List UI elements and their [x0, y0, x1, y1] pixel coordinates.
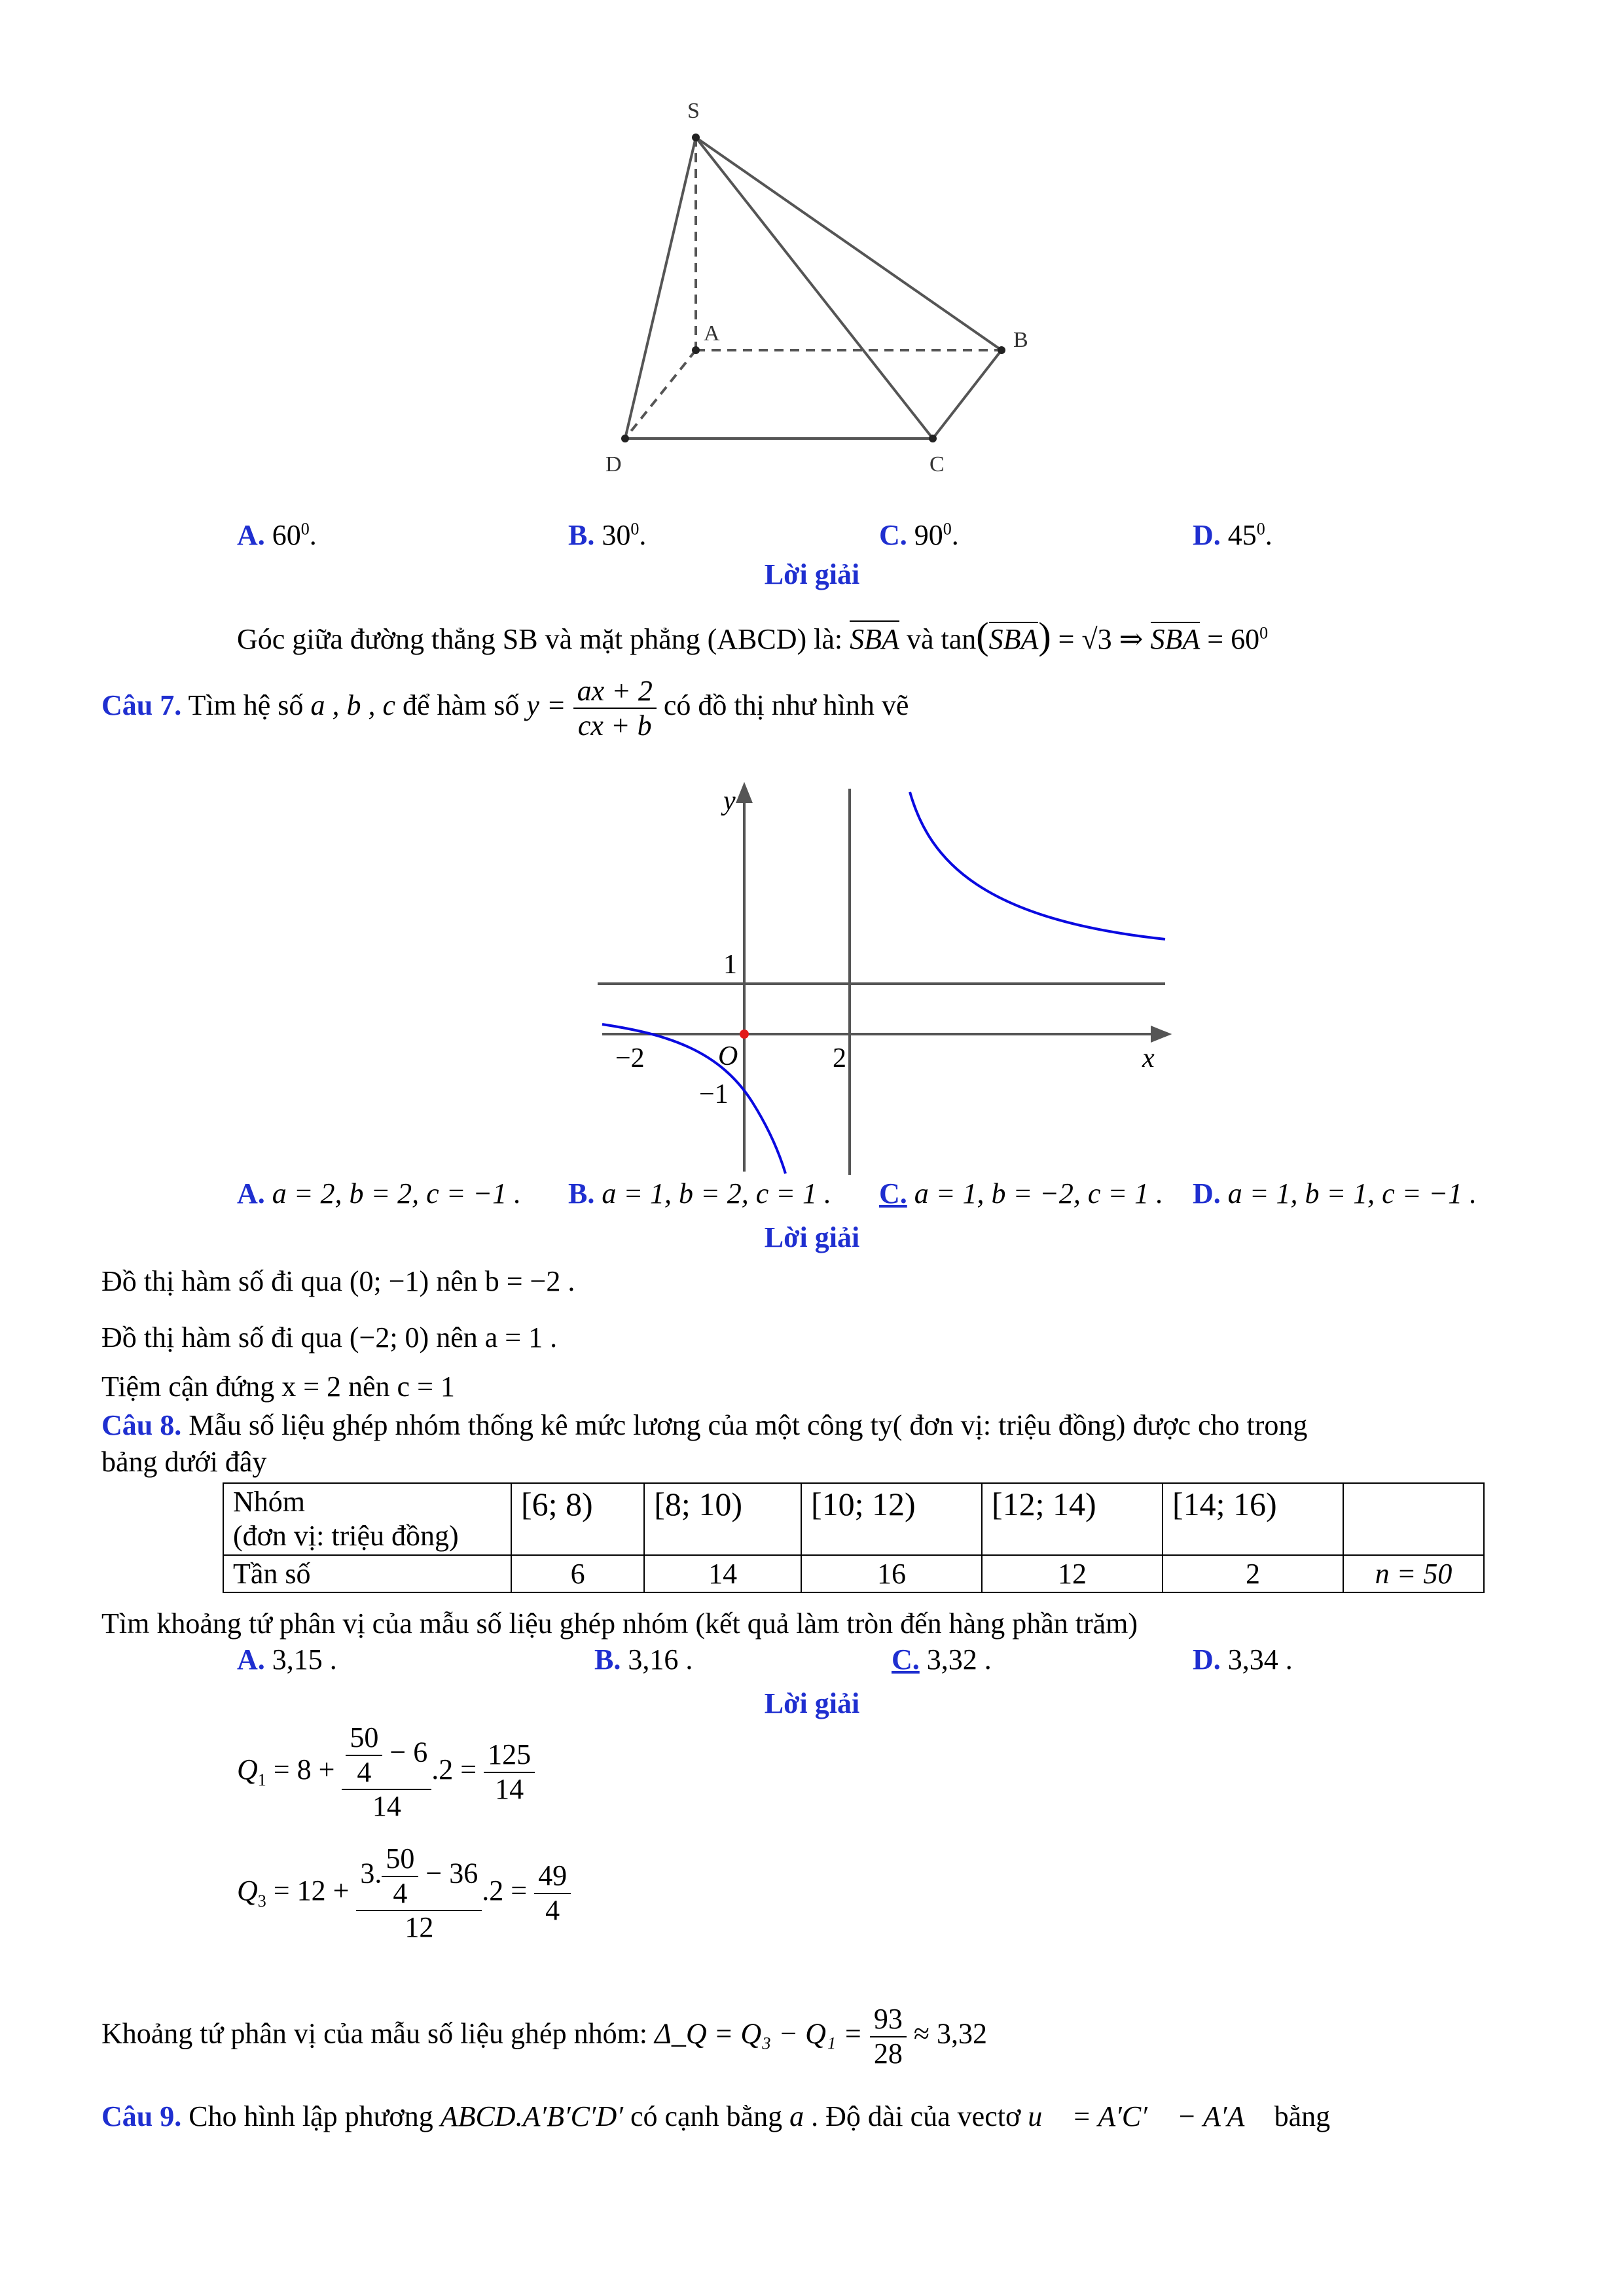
q8-prompt: Tìm khoảng tứ phân vị của mẫu số liệu ghép nhóm (kết quả làm tròn đến hàng phần trăm): [101, 1607, 1138, 1640]
label-c: C: [929, 452, 945, 476]
graph-y-label: y: [723, 786, 736, 816]
q8-option-c[interactable]: C. 3,32 .: [892, 1643, 992, 1676]
table-header-cell: [6; 8): [511, 1483, 644, 1555]
table-cell: 6: [511, 1555, 644, 1592]
q7-sol-line-2: Đồ thị hàm số đi qua (−2; 0) nên a = 1 .: [101, 1321, 558, 1354]
iqr-line: Khoảng tứ phân vị của mẫu số liệu ghép nhóm: Δ_Q = Q₃ − Q₁ = $\frac{93}{28}$ ≈ 3,32: [101, 2003, 988, 2070]
q6-solution: Góc giữa đường thẳng SB và mặt phẳng (ABCD) là: SBA và tan(SBA) = √3 ⇒ SBA = $60^0$: [237, 615, 1269, 657]
label-b: B: [1013, 328, 1028, 352]
table-cell: 16: [801, 1555, 982, 1592]
label-s: S: [687, 99, 700, 123]
q8-solution-title: Lời giải: [764, 1687, 860, 1719]
q7-solution-title: Lời giải: [764, 1221, 860, 1253]
q8-option-a[interactable]: A. 3,15 .: [237, 1643, 337, 1676]
graph-tick-m1: −1: [699, 1079, 729, 1109]
label-d: D: [605, 452, 622, 476]
q6-option-b[interactable]: B. $30^0$.: [568, 519, 647, 551]
q7-option-a[interactable]: A. a = 2, b = 2, c = −1 .: [237, 1177, 522, 1210]
table-header-group: Nhóm: [233, 1486, 305, 1518]
q7-sol-line-3: Tiệm cận đứng x = 2 nên c = 1: [101, 1371, 455, 1403]
q6-option-d[interactable]: D. $45^0$.: [1193, 519, 1272, 551]
graph-x-label: x: [1142, 1043, 1155, 1073]
table-cell: 2: [1163, 1555, 1343, 1592]
q8-question-line2: bảng dưới đây: [101, 1446, 267, 1478]
q3-formula: $Q_3 = 12$ + 3. $\frac{50}{4}$ − 36 12 .2 = $\frac{49}{4}$: [237, 1842, 571, 1945]
table-header-unit: (đơn vị: triệu đồng): [233, 1520, 459, 1552]
table-cell: 12: [982, 1555, 1163, 1592]
graph-tick-m2: −2: [615, 1043, 645, 1073]
q6-option-c[interactable]: C. $90^0$.: [879, 519, 959, 551]
q7-option-d[interactable]: D. a = 1, b = 1, c = −1 .: [1193, 1177, 1477, 1210]
q8-question: Câu 8. Mẫu số liệu ghép nhóm thống kê mức lương của một công ty( đơn vị: triệu đồng) được cho trong: [101, 1409, 1308, 1441]
table-header-cell: [8; 10): [644, 1483, 801, 1555]
table-header-cell: [10; 12): [801, 1483, 982, 1555]
q7-option-c[interactable]: C. a = 1, b = −2, c = 1 .: [879, 1177, 1164, 1210]
graph-tick-2: 2: [833, 1043, 846, 1073]
table-cell: Tần số: [223, 1555, 511, 1592]
q9-question: Câu 9. Cho hình lập phương ABCD.A′B′C′D′ có cạnh bằng a . Độ dài của vectơ u⃗ = A′C′⃗ − A′A⃗ bằng: [101, 2100, 1331, 2132]
q7-graph: [589, 782, 1178, 1175]
table-header-cell: [1343, 1483, 1484, 1555]
q1-formula: $Q_1 = 8$ + $\frac{50}{4}$ − 6 14 .2 = $\frac{125}{14}$: [237, 1721, 535, 1823]
pyramid-figure: [589, 92, 1047, 484]
table-header-cell: [12; 14): [982, 1483, 1163, 1555]
q6-solution-title: Lời giải: [764, 558, 860, 590]
table-cell: 14: [644, 1555, 801, 1592]
q8-option-d[interactable]: D. 3,34 .: [1193, 1643, 1293, 1676]
graph-tick-1: 1: [723, 950, 737, 980]
table-cell: n = 50: [1343, 1555, 1484, 1592]
q8-option-b[interactable]: B. 3,16 .: [594, 1643, 693, 1676]
graph-origin: O: [718, 1041, 738, 1071]
q7-question: Câu 7. Tìm hệ số a , b , c để hàm số y = $\frac{ax + 2}{cx + b}$ có đồ thị như hình vẽ: [101, 675, 909, 742]
q7-option-b[interactable]: B. a = 1, b = 2, c = 1 .: [568, 1177, 831, 1210]
q6-option-a[interactable]: A. $60^0$.: [237, 519, 317, 551]
q8-table: [223, 1482, 1485, 1593]
q7-sol-line-1: Đồ thị hàm số đi qua (0; −1) nên b = −2 .: [101, 1265, 575, 1297]
table-header-cell: [14; 16): [1163, 1483, 1343, 1555]
label-a: A: [704, 321, 720, 346]
